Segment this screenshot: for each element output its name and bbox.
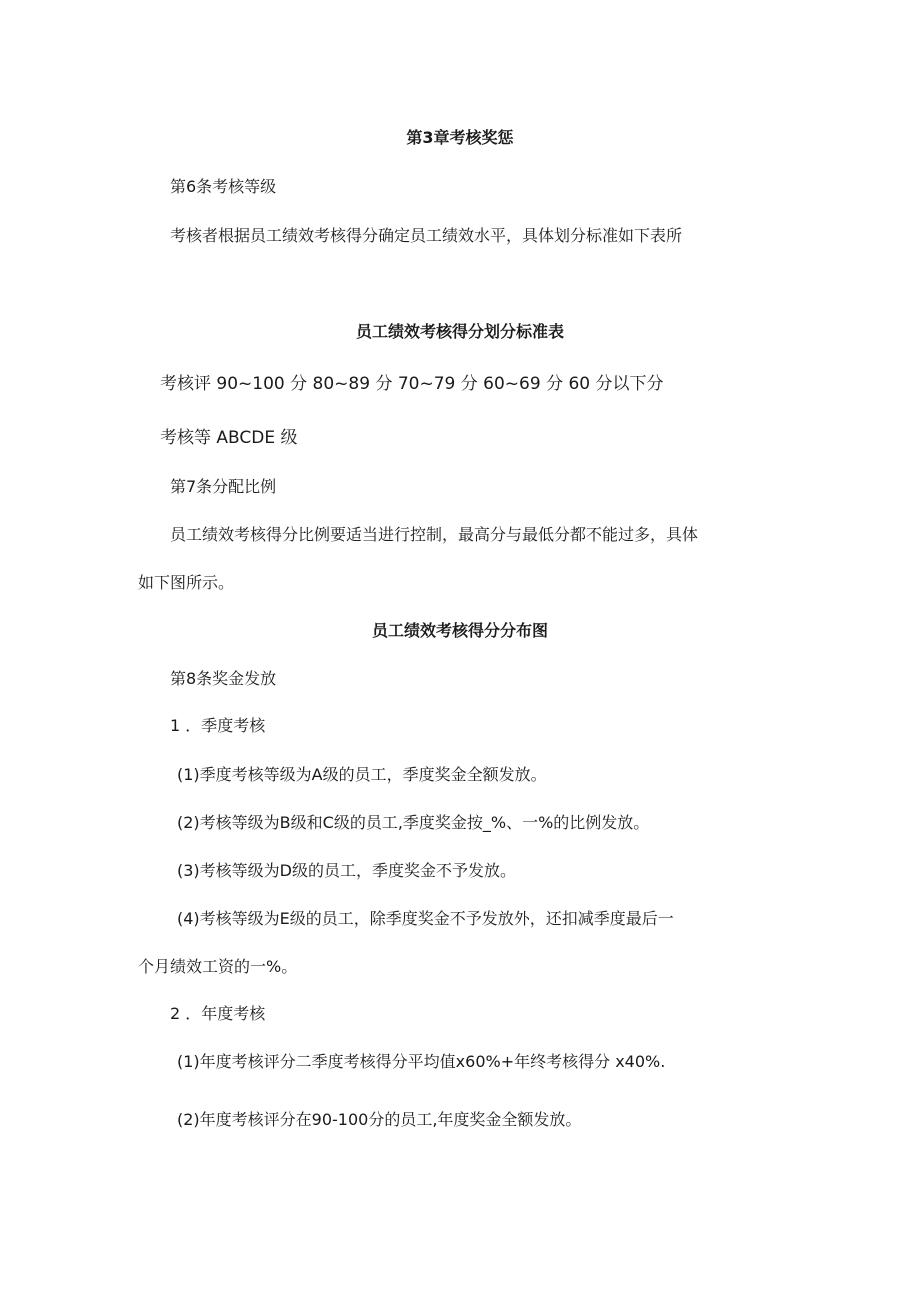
quarterly-item-1: (1)季度考核等级为A级的员工，季度奖金全额发放。 <box>177 765 547 784</box>
distribution-chart-title: 员工绩效考核得分分布图 <box>371 621 548 640</box>
article-7-text-line-1: 员工绩效考核得分比例要适当进行控制，最高分与最低分都不能过多，具体 <box>170 525 699 544</box>
quarterly-item-4-line-2: 个月绩效工资的一%。 <box>138 957 298 976</box>
grade-table-grade-row: 考核等 ABCDE 级 <box>160 428 298 448</box>
grade-table-title: 员工绩效考核得分划分标准表 <box>355 322 564 341</box>
quarterly-review-heading: 1 ．季度考核 <box>170 716 266 735</box>
article-8-heading: 第8条奖金发放 <box>170 669 277 688</box>
article-7-heading: 第7条分配比例 <box>170 477 277 496</box>
article-7-text-line-2: 如下图所示。 <box>138 573 235 592</box>
quarterly-item-4-line-1: (4)考核等级为E级的员工，除季度奖金不予发放外，还扣减季度最后一 <box>177 909 674 928</box>
annual-item-1: (1)年度考核评分二季度考核得分平均值x60%+年终考核得分 x40%. <box>177 1052 666 1071</box>
quarterly-item-3: (3)考核等级为D级的员工，季度奖金不予发放。 <box>177 861 516 880</box>
article-6-intro: 考核者根据员工绩效考核得分确定员工绩效水平，具体划分标准如下表所 <box>170 226 683 245</box>
article-6-heading: 第6条考核等级 <box>170 177 277 196</box>
chapter-title: 第3章考核奖惩 <box>406 128 514 147</box>
annual-item-2: (2)年度考核评分在90-100分的员工,年度奖金全额发放。 <box>177 1110 582 1129</box>
grade-table-score-row: 考核评 90~100 分 80~89 分 70~79 分 60~69 分 60 分以下分 <box>160 374 664 394</box>
annual-review-heading: 2 ．年度考核 <box>170 1004 266 1023</box>
quarterly-item-2: (2)考核等级为B级和C级的员工,季度奖金按_%、一%的比例发放。 <box>177 813 650 832</box>
